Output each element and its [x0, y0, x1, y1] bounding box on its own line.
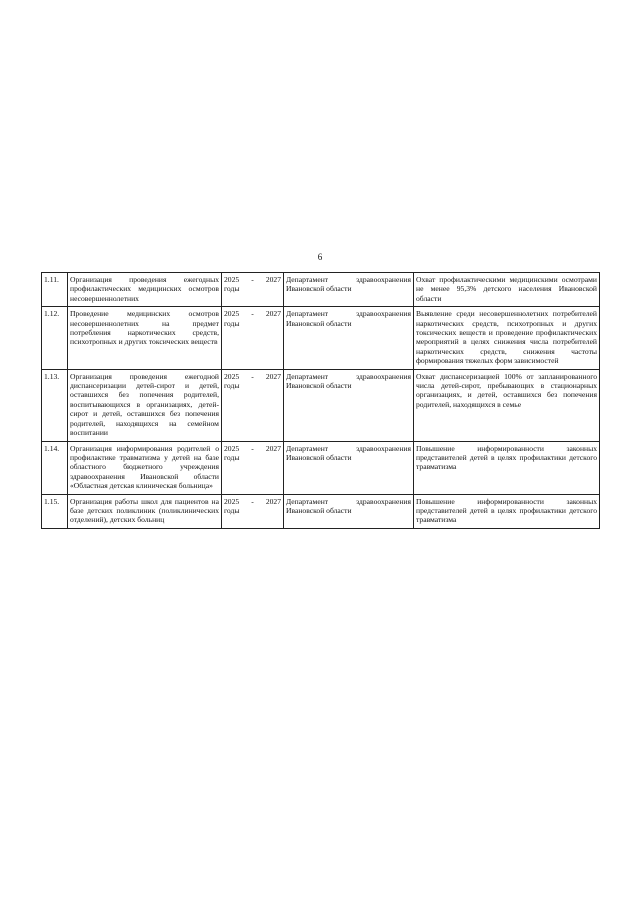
executor-cell	[284, 369, 414, 441]
measure-name: Организация информирования родителей о профилактике травматизма у детей на базе областного бюджетного учреждения здравоохранения Ивановской области «Областная детская клиническая больница»	[68, 441, 222, 494]
term-unit: годы	[224, 284, 240, 294]
executor-word-2: здравоохранения	[356, 275, 411, 284]
row-number: 1.11.	[42, 273, 68, 307]
term-start: 2025	[224, 371, 240, 381]
term-cell	[222, 273, 284, 307]
executor-region: Ивановской области	[286, 381, 352, 391]
term-unit: годы	[224, 452, 240, 462]
executor-word-1: Департамент	[286, 275, 329, 284]
executor-cell	[284, 494, 414, 528]
measure-name: Организация проведения ежегодных профилактических медицинских осмотров несовершеннолетних	[68, 273, 222, 307]
executor-cell	[284, 307, 414, 369]
measure-name: Организация работы школ для пациентов на базе детских поликлиник (поликлинических отделений), детских больниц	[68, 494, 222, 528]
term-cell	[222, 369, 284, 441]
term-dash: -	[251, 496, 254, 506]
expected-result: Охват диспансеризацией 100% от запланированного числа детей-сирот, пребывающих в стационарных организациях, и детей, оставшихся без попечения родителей, находящихся в семье	[414, 369, 600, 441]
term-end: 2027	[265, 371, 281, 381]
executor-region: Ивановской области	[286, 318, 352, 328]
row-number: 1.13.	[42, 369, 68, 441]
term-unit: годы	[224, 505, 240, 515]
term-start: 2025	[224, 275, 240, 284]
expected-result: Повышение информированности законных представителей детей в целях профилактики детского травматизма	[414, 441, 600, 494]
row-number: 1.14.	[42, 441, 68, 494]
executor-cell	[284, 441, 414, 494]
term-cell	[222, 441, 284, 494]
row-number: 1.15.	[42, 494, 68, 528]
expected-result: Выявление среди несовершеннолетних потребителей наркотических средств, психотропных и других токсических веществ и проведение профилактических мероприятий в целях снижения числа потребителей наркотических средств, снижения частоты формирования тяжелых форм зависимостей	[414, 307, 600, 369]
executor-word-2: здравоохранения	[356, 309, 411, 319]
executor-region: Ивановской области	[286, 505, 352, 515]
executor-word-2: здравоохранения	[356, 371, 411, 381]
executor-region: Ивановской области	[286, 284, 352, 294]
measure-name: Организация проведения ежегодной диспансеризации детей-сирот и детей, оставшихся без попечения родителей, воспитывающихся в организациях, детей-сирот и детей, оставшихся без попечения родителей, находящихся на семейном воспитании	[68, 369, 222, 441]
expected-result: Охват профилактическими медицинскими осмотрами не менее 95,3% детского населения Ивановской области	[414, 273, 600, 307]
term-unit: годы	[224, 318, 240, 328]
term-start: 2025	[224, 309, 240, 319]
term-dash: -	[251, 443, 254, 453]
term-unit: годы	[224, 381, 240, 391]
term-cell	[222, 494, 284, 528]
executor-word-2: здравоохранения	[356, 496, 411, 506]
term-end: 2027	[265, 275, 281, 284]
row-number: 1.12.	[42, 307, 68, 369]
executor-word-1: Департамент	[286, 309, 329, 319]
executor-cell	[284, 273, 414, 307]
measures-table	[41, 272, 600, 529]
term-dash: -	[251, 309, 254, 319]
executor-word-1: Департамент	[286, 371, 329, 381]
term-end: 2027	[265, 309, 281, 319]
term-end: 2027	[265, 496, 281, 506]
page-number: 6	[317, 252, 323, 262]
expected-result: Повышение информированности законных представителей детей в целях профилактики детского травматизма	[414, 494, 600, 528]
term-start: 2025	[224, 443, 240, 453]
term-dash: -	[251, 371, 254, 381]
measure-name: Проведение медицинских осмотров несовершеннолетних на предмет потребления наркотических средств, психотропных и других токсических веществ	[68, 307, 222, 369]
table-row	[42, 441, 600, 494]
executor-word-1: Департамент	[286, 496, 329, 506]
table-row	[42, 307, 600, 369]
table-row	[42, 369, 600, 441]
term-end: 2027	[265, 443, 281, 453]
term-dash: -	[251, 275, 254, 284]
table-row	[42, 494, 600, 528]
table-row	[42, 273, 600, 307]
term-cell	[222, 307, 284, 369]
executor-word-1: Департамент	[286, 443, 329, 453]
term-start: 2025	[224, 496, 240, 506]
executor-word-2: здравоохранения	[356, 443, 411, 453]
executor-region: Ивановской области	[286, 452, 352, 462]
